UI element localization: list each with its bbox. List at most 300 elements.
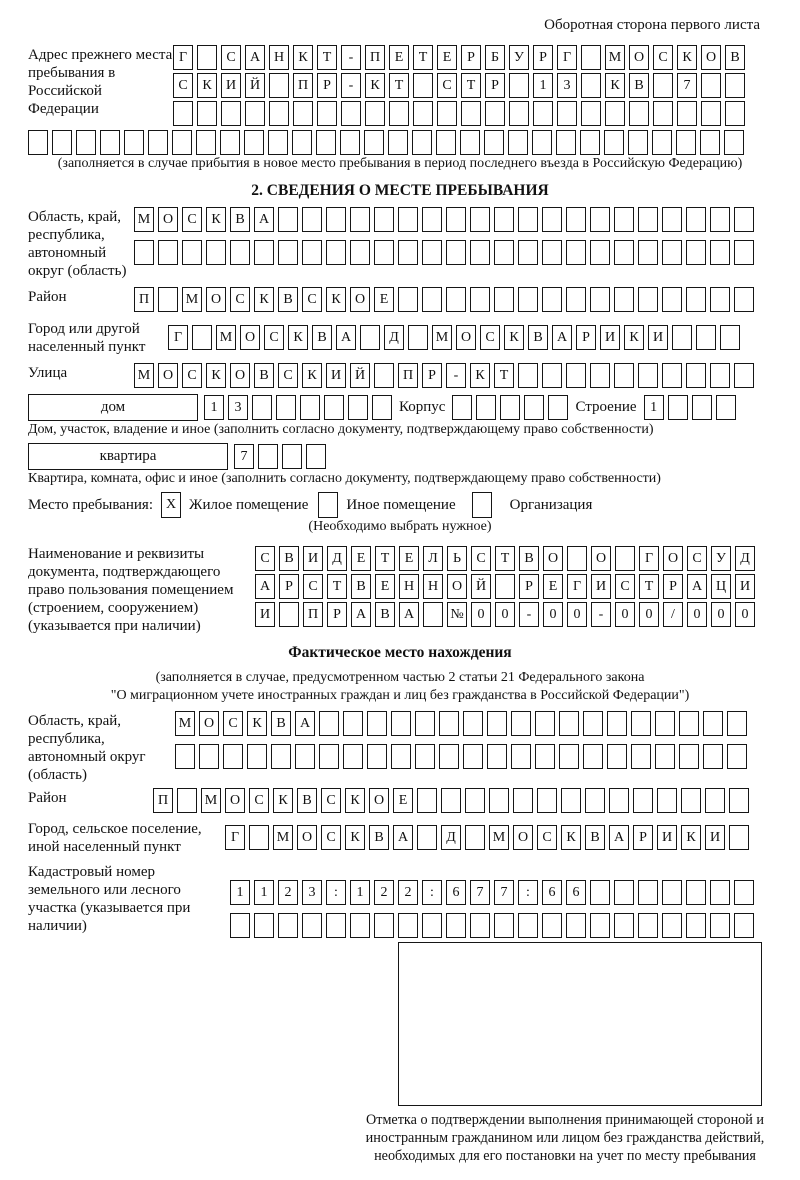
char-cell: С [303, 574, 323, 599]
char-cell: Е [393, 788, 413, 813]
char-cell: К [681, 825, 701, 850]
char-cell [657, 788, 677, 813]
char-cell [607, 744, 627, 769]
actual-region-row-1 [175, 711, 747, 736]
char-cell [230, 913, 250, 938]
char-cell: 1 [204, 395, 224, 420]
char-cell: Е [351, 546, 371, 571]
char-cell: 6 [542, 880, 562, 905]
char-cell [672, 325, 692, 350]
char-cell: В [725, 45, 745, 70]
char-cell: 7 [494, 880, 514, 905]
char-cell [668, 395, 688, 420]
actual-location-note-1: (заполняется в случае, предусмотренном частью 2 статьи 21 Федерального закона [155, 670, 645, 685]
char-cell: П [134, 287, 154, 312]
char-cell: К [561, 825, 581, 850]
char-cell [495, 574, 515, 599]
char-cell [367, 744, 387, 769]
char-cell: Д [735, 546, 755, 571]
cadastral-rows [230, 880, 754, 938]
char-cell: - [446, 363, 466, 388]
char-cell [319, 744, 339, 769]
char-cell [374, 363, 394, 388]
char-cell: М [489, 825, 509, 850]
char-cell [302, 913, 322, 938]
char-cell: М [216, 325, 236, 350]
char-cell [278, 913, 298, 938]
char-cell [590, 880, 610, 905]
char-cell [463, 744, 483, 769]
char-cell: Р [663, 574, 683, 599]
char-cell [653, 73, 673, 98]
char-cell [734, 207, 754, 232]
char-cell [374, 207, 394, 232]
char-cell: С [182, 207, 202, 232]
char-cell: Р [279, 574, 299, 599]
char-cell [279, 602, 299, 627]
char-cell: О [591, 546, 611, 571]
char-cell [100, 130, 120, 155]
char-cell [686, 880, 706, 905]
cadastral-block [28, 862, 800, 938]
char-cell [710, 207, 730, 232]
district-row [134, 287, 754, 312]
char-cell [662, 363, 682, 388]
char-cell [524, 395, 544, 420]
char-cell [696, 325, 716, 350]
char-cell: Й [350, 363, 370, 388]
char-cell: К [288, 325, 308, 350]
char-cell [446, 240, 466, 265]
actual-district-block [28, 788, 800, 813]
char-cell [686, 287, 706, 312]
char-cell: С [223, 711, 243, 736]
char-cell [581, 101, 601, 126]
char-cell [158, 287, 178, 312]
char-cell [489, 788, 509, 813]
char-cell: Т [389, 73, 409, 98]
street-block [28, 363, 800, 388]
char-cell: - [519, 602, 539, 627]
char-cell: Г [225, 825, 245, 850]
char-cell [725, 73, 745, 98]
actual-district-row [153, 788, 749, 813]
char-cell [423, 602, 443, 627]
char-cell [374, 240, 394, 265]
char-cell: С [437, 73, 457, 98]
char-cell [461, 101, 481, 126]
actual-city-block [28, 819, 800, 856]
char-cell [559, 711, 579, 736]
char-cell [148, 130, 168, 155]
char-cell: С [302, 287, 322, 312]
char-cell: : [326, 880, 346, 905]
char-cell [638, 880, 658, 905]
char-cell [398, 207, 418, 232]
char-cell: В [519, 546, 539, 571]
char-cell [177, 788, 197, 813]
char-cell [500, 395, 520, 420]
char-cell: Е [543, 574, 563, 599]
char-cell [282, 444, 302, 469]
char-cell [172, 130, 192, 155]
char-cell: 1 [533, 73, 553, 98]
char-cell [173, 101, 193, 126]
char-cell [439, 744, 459, 769]
char-cell: О [225, 788, 245, 813]
char-cell [615, 546, 635, 571]
char-cell: И [705, 825, 725, 850]
char-cell [192, 325, 212, 350]
char-cell [415, 744, 435, 769]
char-cell: М [134, 363, 154, 388]
char-cell [583, 711, 603, 736]
document-row-3 [255, 602, 755, 627]
stroenie-cells [644, 395, 736, 420]
char-cell [710, 363, 730, 388]
stay-type-option-org: Организация [509, 496, 593, 513]
char-cell [476, 395, 496, 420]
confirmation-stamp-box [398, 942, 762, 1106]
char-cell: 1 [350, 880, 370, 905]
char-cell [485, 101, 505, 126]
char-cell [653, 101, 673, 126]
char-cell: Е [389, 45, 409, 70]
char-cell: И [657, 825, 677, 850]
char-cell: К [345, 825, 365, 850]
char-cell [542, 240, 562, 265]
char-cell [655, 711, 675, 736]
char-cell [679, 711, 699, 736]
char-cell: Е [437, 45, 457, 70]
char-cell [720, 325, 740, 350]
char-cell: М [273, 825, 293, 850]
char-cell: Е [374, 287, 394, 312]
actual-region-label: Область, край, республика, автономный округ (область) [28, 713, 146, 783]
char-cell [158, 240, 178, 265]
char-cell [729, 788, 749, 813]
char-cell: - [341, 45, 361, 70]
char-cell: П [303, 602, 323, 627]
prev-address-row-1 [173, 45, 745, 70]
char-cell [509, 101, 529, 126]
street-row [134, 363, 754, 388]
char-cell [360, 325, 380, 350]
region-row-2 [134, 240, 754, 265]
char-cell [700, 130, 720, 155]
char-cell: К [470, 363, 490, 388]
char-cell [76, 130, 96, 155]
char-cell: 0 [615, 602, 635, 627]
char-cell [581, 73, 601, 98]
char-cell [614, 880, 634, 905]
char-cell: И [221, 73, 241, 98]
char-cell [734, 363, 754, 388]
char-cell: 3 [302, 880, 322, 905]
char-cell [220, 130, 240, 155]
actual-location-title: Фактическое место нахождения [288, 644, 512, 661]
stay-type-checkbox-zhiloe: X [161, 492, 181, 518]
char-cell [638, 363, 658, 388]
char-cell [374, 913, 394, 938]
char-cell: С [249, 788, 269, 813]
char-cell [398, 287, 418, 312]
char-cell [734, 880, 754, 905]
char-cell [631, 711, 651, 736]
char-cell: С [264, 325, 284, 350]
char-cell [223, 744, 243, 769]
char-cell [662, 240, 682, 265]
prev-address-row-4 [28, 130, 800, 155]
char-cell [413, 73, 433, 98]
char-cell: С [221, 45, 241, 70]
stay-type-option-zhiloe: Жилое помещение [189, 496, 309, 513]
char-cell: С [537, 825, 557, 850]
region-row-1 [134, 207, 754, 232]
char-cell: К [624, 325, 644, 350]
char-cell [417, 825, 437, 850]
char-cell [221, 101, 241, 126]
char-cell: М [605, 45, 625, 70]
char-cell [389, 101, 409, 126]
char-cell: 3 [228, 395, 248, 420]
section2-title: 2. СВЕДЕНИЯ О МЕСТЕ ПРЕБЫВАНИЯ [251, 182, 549, 199]
char-cell: О [701, 45, 721, 70]
char-cell [182, 240, 202, 265]
char-cell: К [273, 788, 293, 813]
char-cell: 7 [677, 73, 697, 98]
apartment-cells [234, 444, 326, 469]
char-cell: Н [399, 574, 419, 599]
district-block [28, 287, 800, 312]
char-cell [408, 325, 428, 350]
korpus-label: Корпус [399, 399, 446, 415]
char-cell: Н [269, 45, 289, 70]
char-cell [559, 744, 579, 769]
char-cell [276, 395, 296, 420]
char-cell [585, 788, 605, 813]
char-cell [556, 130, 576, 155]
region-block [28, 207, 800, 280]
char-cell [542, 207, 562, 232]
char-cell [494, 207, 514, 232]
cadastral-row-2 [230, 913, 754, 938]
char-cell [662, 287, 682, 312]
char-cell: Г [557, 45, 577, 70]
char-cell [326, 207, 346, 232]
char-cell [348, 395, 368, 420]
char-cell: М [134, 207, 154, 232]
char-cell: О [663, 546, 683, 571]
char-cell: А [245, 45, 265, 70]
district-label: Район [28, 289, 67, 305]
char-cell: 2 [278, 880, 298, 905]
char-cell: М [175, 711, 195, 736]
char-cell [446, 287, 466, 312]
prev-address-row-2 [173, 73, 745, 98]
stroenie-label: Строение [575, 399, 637, 415]
char-cell: И [255, 602, 275, 627]
char-cell: И [735, 574, 755, 599]
char-cell [271, 744, 291, 769]
char-cell [548, 395, 568, 420]
char-cell [372, 395, 392, 420]
char-cell [422, 287, 442, 312]
city-label: Город или другой населенный пункт [28, 321, 146, 355]
char-cell [197, 45, 217, 70]
char-cell [518, 287, 538, 312]
char-cell: К [206, 207, 226, 232]
char-cell [662, 880, 682, 905]
char-cell [446, 207, 466, 232]
char-cell [470, 207, 490, 232]
char-cell [278, 240, 298, 265]
char-cell: П [398, 363, 418, 388]
char-cell [638, 207, 658, 232]
char-cell [729, 825, 749, 850]
char-cell [494, 287, 514, 312]
char-cell [306, 444, 326, 469]
char-cell: 2 [374, 880, 394, 905]
char-cell [508, 130, 528, 155]
char-cell [681, 788, 701, 813]
char-cell [566, 207, 586, 232]
char-cell [566, 240, 586, 265]
char-cell [686, 363, 706, 388]
char-cell [463, 711, 483, 736]
char-cell: Т [375, 546, 395, 571]
char-cell [686, 913, 706, 938]
char-cell [247, 744, 267, 769]
char-cell: Д [441, 825, 461, 850]
char-cell: 3 [557, 73, 577, 98]
char-cell [542, 363, 562, 388]
char-cell [590, 207, 610, 232]
region-rows [134, 207, 754, 265]
char-cell: Д [327, 546, 347, 571]
char-cell: : [422, 880, 442, 905]
char-cell: В [254, 363, 274, 388]
char-cell [124, 130, 144, 155]
char-cell [710, 913, 730, 938]
stay-type-option-inoe: Иное помещение [346, 496, 456, 513]
char-cell [631, 744, 651, 769]
char-cell: В [230, 207, 250, 232]
char-cell: С [653, 45, 673, 70]
char-cell [470, 913, 490, 938]
char-cell [439, 711, 459, 736]
char-cell [436, 130, 456, 155]
char-cell [367, 711, 387, 736]
char-cell [470, 240, 490, 265]
char-cell: 1 [230, 880, 250, 905]
char-cell [437, 101, 457, 126]
apartment-note: Квартира, комната, офис и иное (заполнить согласно документу, подтверждающему право собственности) [28, 471, 661, 486]
char-cell: Р [576, 325, 596, 350]
char-cell: С [687, 546, 707, 571]
char-cell [340, 130, 360, 155]
char-cell: О [350, 287, 370, 312]
city-block [28, 319, 800, 356]
char-cell: И [600, 325, 620, 350]
char-cell [254, 240, 274, 265]
actual-region-row-2 [175, 744, 747, 769]
char-cell [701, 101, 721, 126]
house-note: Дом, участок, владение и иное (заполнить согласно документу, подтверждающему право собственности) [28, 422, 654, 437]
char-cell [319, 711, 339, 736]
char-cell [258, 444, 278, 469]
char-cell [465, 788, 485, 813]
char-cell [317, 101, 337, 126]
char-cell [535, 744, 555, 769]
char-cell [398, 913, 418, 938]
char-cell: Р [317, 73, 337, 98]
char-cell: О [447, 574, 467, 599]
char-cell: В [279, 546, 299, 571]
char-cell [734, 913, 754, 938]
char-cell: В [375, 602, 395, 627]
char-cell: П [365, 45, 385, 70]
char-cell: У [711, 546, 731, 571]
char-cell: М [201, 788, 221, 813]
char-cell: Р [327, 602, 347, 627]
char-cell [446, 913, 466, 938]
char-cell: А [393, 825, 413, 850]
char-cell [652, 130, 672, 155]
char-cell: А [254, 207, 274, 232]
char-cell: К [677, 45, 697, 70]
char-cell: Ц [711, 574, 731, 599]
char-cell [470, 287, 490, 312]
char-cell [638, 287, 658, 312]
actual-region-rows [175, 711, 747, 769]
char-cell: И [326, 363, 346, 388]
stay-type-checkbox-inoe [318, 492, 338, 518]
char-cell [494, 240, 514, 265]
char-cell: С [230, 287, 250, 312]
actual-city-row [225, 825, 749, 850]
korpus-cells [452, 395, 568, 420]
char-cell [252, 395, 272, 420]
char-cell: Р [485, 73, 505, 98]
char-cell [412, 130, 432, 155]
char-cell [134, 240, 154, 265]
actual-district-label: Район [28, 790, 67, 806]
char-cell [518, 363, 538, 388]
char-cell: Р [461, 45, 481, 70]
char-cell [511, 711, 531, 736]
char-cell: С [182, 363, 202, 388]
char-cell [629, 101, 649, 126]
char-cell [614, 287, 634, 312]
char-cell: Н [423, 574, 443, 599]
char-cell [487, 744, 507, 769]
char-cell [350, 240, 370, 265]
char-cell: С [321, 788, 341, 813]
document-row-1 [255, 546, 755, 571]
stay-type-checkbox-org [472, 492, 492, 518]
prev-address-note: (заполняется в случае прибытия в новое место пребывания в период последнего въезда в Российскую Федерацию) [57, 156, 743, 171]
char-cell: Д [384, 325, 404, 350]
char-cell [633, 788, 653, 813]
char-cell [199, 744, 219, 769]
char-cell [350, 913, 370, 938]
prev-address-label: Адрес прежнего места пребывания в Российской Федерации [28, 47, 173, 117]
char-cell: И [591, 574, 611, 599]
house-cells [204, 395, 392, 420]
char-cell [365, 101, 385, 126]
char-cell: К [326, 287, 346, 312]
